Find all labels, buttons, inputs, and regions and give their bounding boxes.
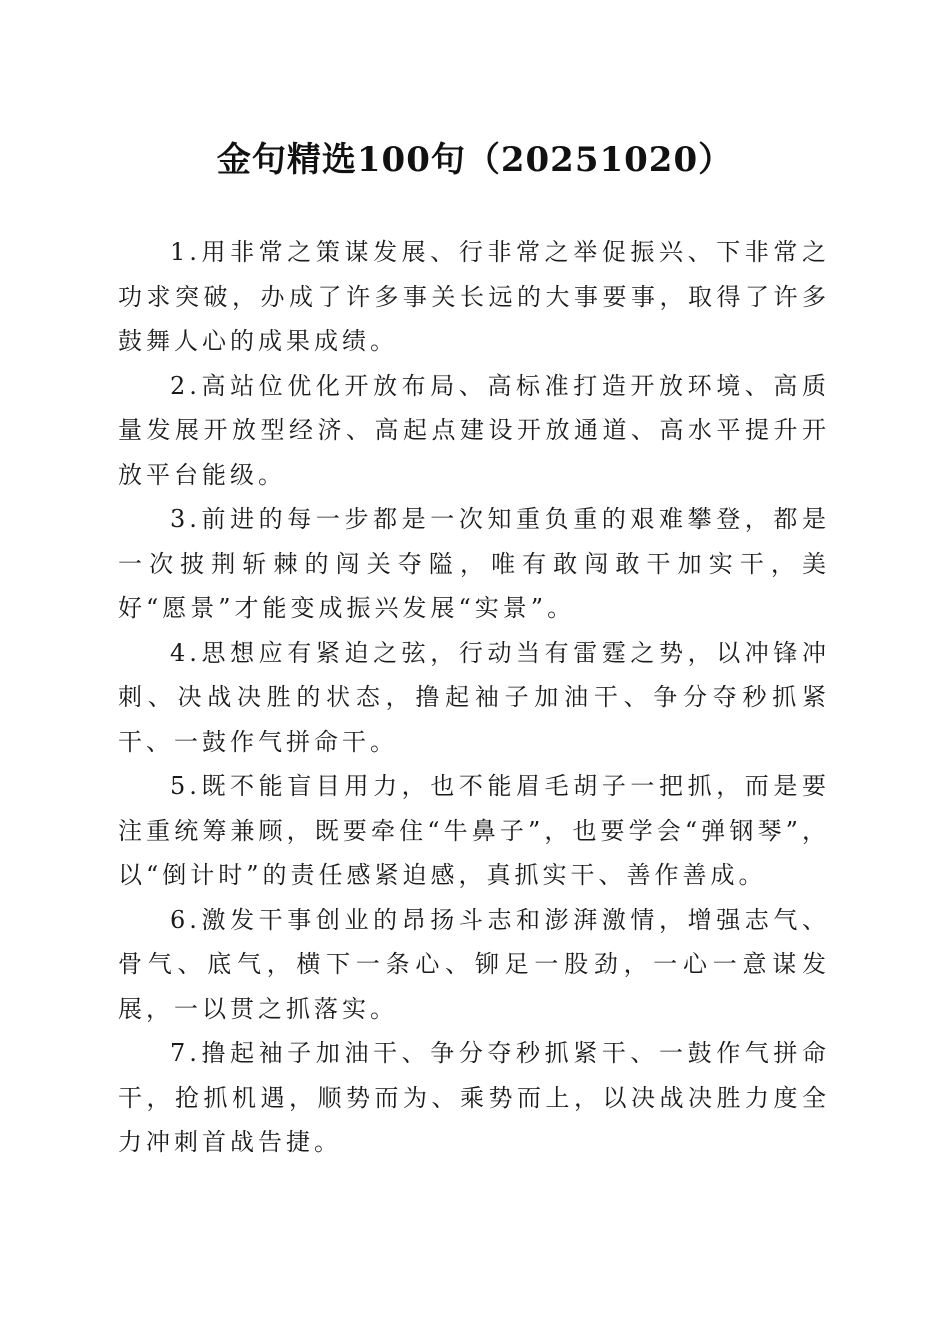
paragraph-2: 2.高站位优化开放布局、高标准打造开放环境、高质量发展开放型经济、高起点建设开放通道、高水平提升开放平台能级。 [118, 371, 830, 489]
paragraph-1: 1.用非常之策谋发展、行非常之举促振兴、下非常之功求突破，办成了许多事关长远的大事要事，取得了许多鼓舞人心的成果成绩。 [118, 238, 830, 355]
document-title: 金句精选100句（20251020） [216, 140, 734, 180]
paragraph-5: 5.既不能盲目用力，也不能眉毛胡子一把抓，而是要注重统筹兼顾，既要牵住“牛鼻子”，也要学会“弹钢琴”，以“倒计时”的责任感紧迫感，真抓实干、善作善成。 [118, 772, 830, 889]
paragraph-6: 6.激发干事创业的昂扬斗志和澎湃激情，增强志气、骨气、底气，横下一条心、铆足一股劲，一心一意谋发展，一以贯之抓落实。 [118, 905, 830, 1023]
paragraph-7: 7.撸起袖子加油干、争分夺秒抓紧干、一鼓作气拼命干，抢抓机遇，顺势而为、乘势而上，以决战决胜力度全力冲刺首战告捷。 [118, 1039, 830, 1156]
paragraph-3: 3.前进的每一步都是一次知重负重的艰难攀登，都是一次披荆斩棘的闯关夺隘，唯有敢闯敢干加实干，美好“愿景”才能变成振兴发展“实景”。 [118, 505, 830, 622]
paragraph-4: 4.思想应有紧迫之弦，行动当有雷霆之势，以冲锋冲刺、决战决胜的状态，撸起袖子加油干、争分夺秒抓紧干、一鼓作气拼命干。 [118, 638, 830, 756]
document-body [118, 230, 830, 1165]
